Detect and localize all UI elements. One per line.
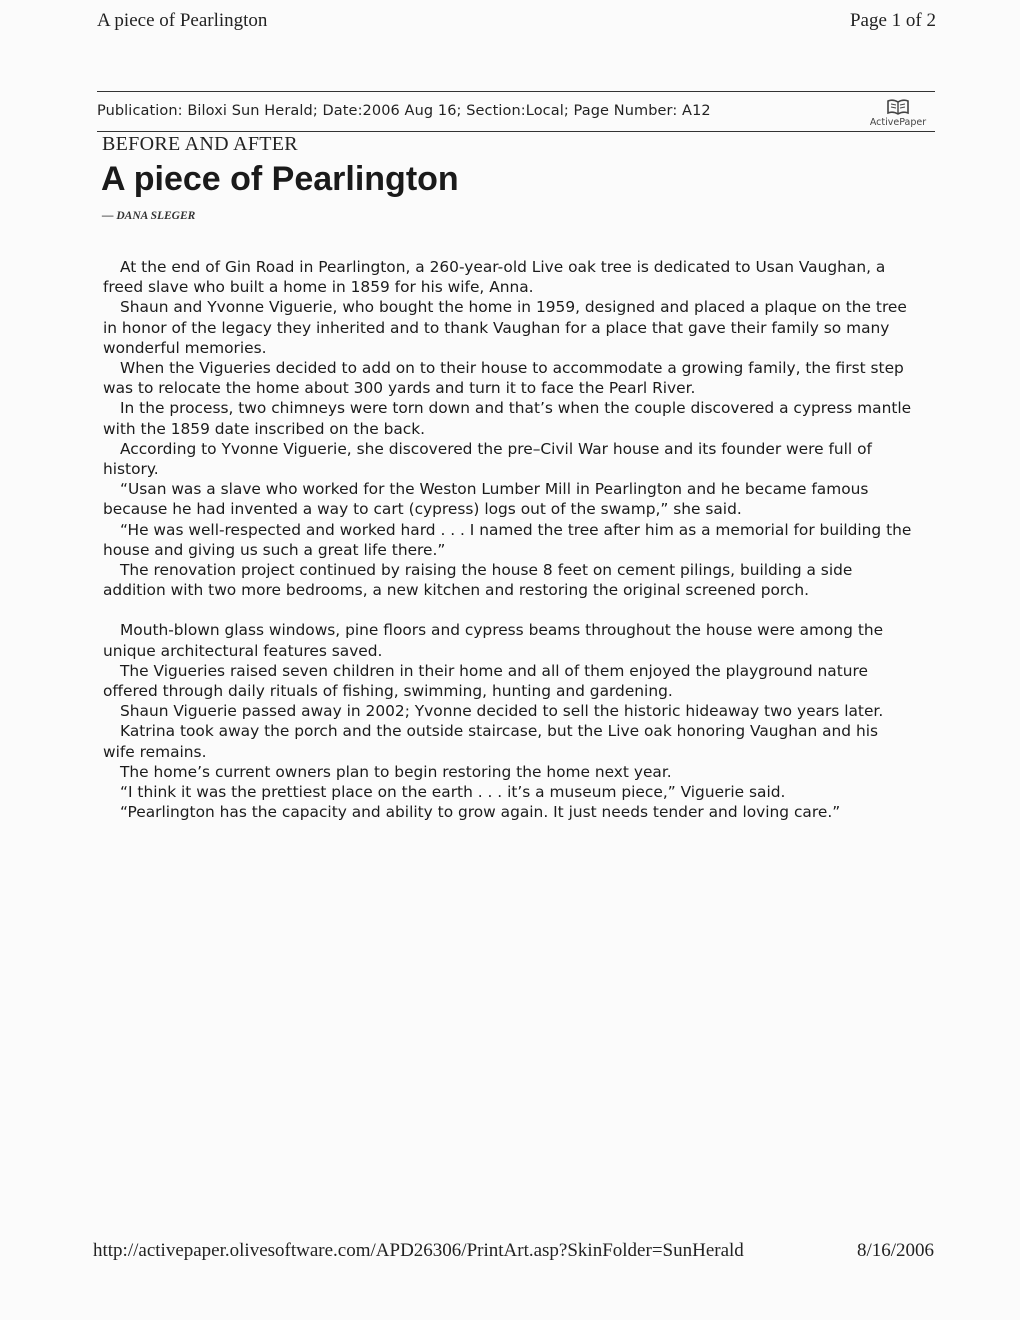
publication-info: Publication: Biloxi Sun Herald; Date:2006 Aug 16; Section:Local; Page Number: A12 xyxy=(97,103,711,119)
header-rule-top xyxy=(97,91,935,92)
print-date: 8/16/2006 xyxy=(856,1240,934,1261)
article-headline: A piece of Pearlington xyxy=(101,160,459,198)
section-kicker: BEFORE AND AFTER xyxy=(102,133,298,155)
paragraph: “Pearlington has the capacity and ability to grow again. It just needs tender and loving care.” xyxy=(120,803,841,822)
page-number: Page 1 of 2 xyxy=(849,10,936,31)
header-rule-bottom xyxy=(97,131,935,132)
activepaper-logo xyxy=(858,96,938,132)
paragraph: At the end of Gin Road in Pearlington, a 260-year-old Live oak tree is dedicated to Usan Vaughan, a freed slave who built a home in 1859 for his wife, Anna. xyxy=(103,258,886,297)
page-header-title: A piece of Pearlington xyxy=(97,10,268,31)
paragraph: The home’s current owners plan to begin restoring the home next year. xyxy=(120,762,672,781)
article-body xyxy=(103,257,913,822)
paragraph: In the process, two chimneys were torn down and that’s when the couple discovered a cypress mantle with the 1859 date inscribed on the back. xyxy=(103,399,912,438)
paragraph: The Vigueries raised seven children in their home and all of them enjoyed the playground nature offered through daily rituals of fishing, swimming, hunting and gardening. xyxy=(103,661,868,701)
paragraph: Katrina took away the porch and the outside staircase, but the Live oak honoring Vaughan and his wife remains. xyxy=(103,722,879,761)
source-url: http://activepaper.olivesoftware.com/APD26306/PrintArt.asp?SkinFolder=SunHerald xyxy=(93,1240,744,1261)
paragraph: According to Yvonne Viguerie, she discovered the pre–Civil War house and its founder were full of history. xyxy=(103,439,872,479)
paragraph: When the Vigueries decided to add on to their house to accommodate a growing family, the first step was to relocate the home about 300 yards and turn it to face the Pearl River. xyxy=(103,359,904,398)
book-icon xyxy=(886,96,910,116)
paragraph: Shaun and Yvonne Viguerie, who bought the home in 1959, designed and placed a plaque on the tree in honor of the legacy they inherited and to thank Vaughan for a place that gave their family so many wonderful memories. xyxy=(103,298,907,357)
paragraph: “Usan was a slave who worked for the Weston Lumber Mill in Pearlington and he became famous because he had invented a way to cart (cypress) logs out of the swamp,” she said. xyxy=(103,480,869,519)
paragraph: The renovation project continued by raising the house 8 feet on cement pilings, building a side addition with two more bedrooms, a new kitchen and restoring the original screened porch. xyxy=(103,561,853,600)
paragraph: Shaun Viguerie passed away in 2002; Yvonne decided to sell the historic hideaway two years later. xyxy=(120,702,884,721)
paragraph: Mouth-blown glass windows, pine floors and cypress beams throughout the house were among the unique architectural features saved. xyxy=(103,621,884,660)
paragraph: “I think it was the prettiest place on the earth . . . it’s a museum piece,” Viguerie said. xyxy=(120,783,786,802)
article-byline: — DANA SLEGER xyxy=(102,210,196,222)
paragraph: “He was well-respected and worked hard . . . I named the tree after him as a memorial for building the house and giving us such a great life there.” xyxy=(103,520,912,559)
logo-text: ActivePaper xyxy=(869,117,927,128)
